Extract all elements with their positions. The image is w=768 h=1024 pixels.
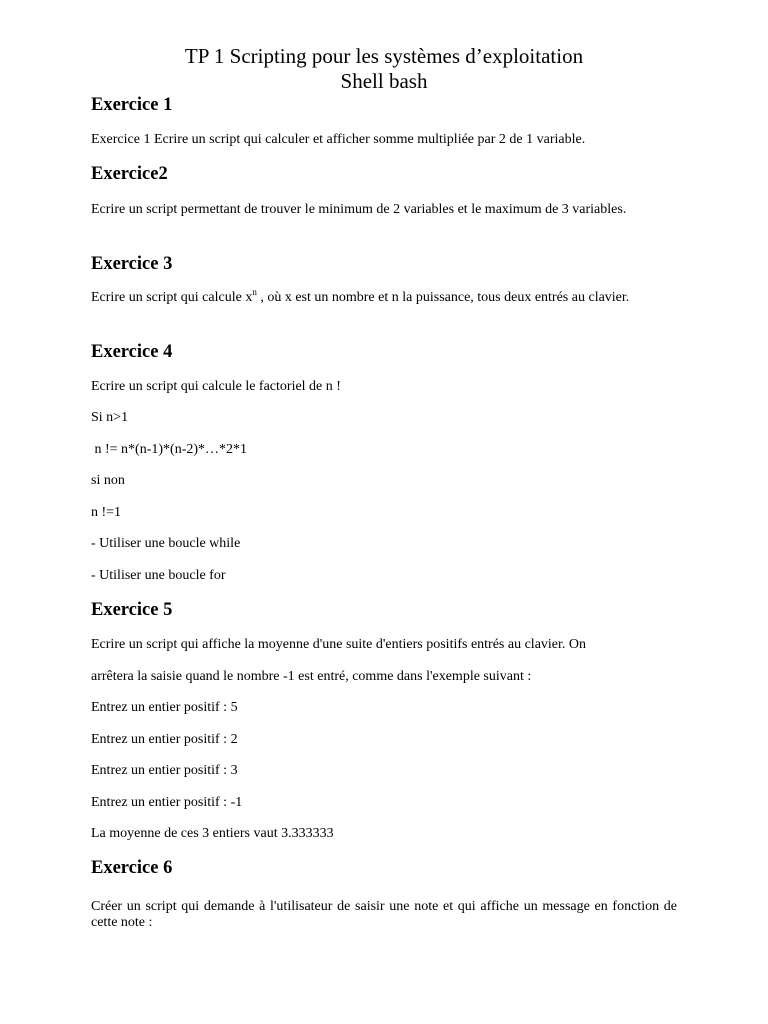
exercise-4-line: - Utiliser une boucle for — [91, 568, 226, 583]
exercise-3-exponent: n — [252, 287, 257, 297]
exercise-2-heading: Exercice2 — [91, 164, 168, 184]
exercise-4-line: n !=1 — [91, 505, 122, 520]
exercise-5-line: Entrez un entier positif : 3 — [91, 763, 238, 778]
exercise-1-text: Exercice 1 Ecrire un script qui calculer et afficher somme multipliée par 2 de 1 variable. — [91, 132, 586, 147]
exercise-5-line: arrêtera la saisie quand le nombre -1 est entré, comme dans l'exemple suivant : — [91, 669, 532, 684]
exercise-4-line: si non — [91, 473, 125, 488]
exercise-3-text-start: Ecrire un script qui calcule x — [91, 290, 253, 305]
exercise-5-line: Entrez un entier positif : 5 — [91, 700, 238, 715]
document-subtitle: Shell bash — [340, 69, 428, 93]
exercise-5-line: La moyenne de ces 3 entiers vaut 3.333333 — [91, 826, 334, 841]
exercise-4-line: n != n*(n-1)*(n-2)*…*2*1 — [91, 442, 248, 457]
exercise-5-line: Entrez un entier positif : -1 — [91, 795, 243, 810]
exercise-5-line: Ecrire un script qui affiche la moyenne d'une suite d'entiers positifs entrés au clavier. On — [91, 637, 587, 652]
document-title: TP 1 Scripting pour les systèmes d’exploitation — [184, 44, 584, 68]
exercise-1-heading: Exercice 1 — [91, 95, 173, 115]
exercise-2-text: Ecrire un script permettant de trouver le minimum de 2 variables et le maximum de 3 variables. — [91, 202, 627, 217]
exercise-4-heading: Exercice 4 — [91, 342, 173, 362]
exercise-6-text: Créer un script qui demande à l'utilisateur de saisir une note et qui affiche un message en fonction de cette note : — [91, 899, 677, 930]
exercise-3-text-end: , où x est un nombre et n la puissance, tous deux entrés au clavier. — [256, 290, 630, 305]
exercise-5-heading: Exercice 5 — [91, 600, 173, 620]
exercise-4-line: Si n>1 — [91, 410, 129, 425]
exercise-4-line: Ecrire un script qui calcule le factoriel de n ! — [91, 379, 341, 394]
exercise-3-heading: Exercice 3 — [91, 254, 173, 274]
exercise-5-line: Entrez un entier positif : 2 — [91, 732, 238, 747]
exercise-4-line: - Utiliser une boucle while — [91, 536, 241, 551]
exercise-3-text — [91, 288, 651, 307]
exercise-6-heading: Exercice 6 — [91, 858, 173, 878]
